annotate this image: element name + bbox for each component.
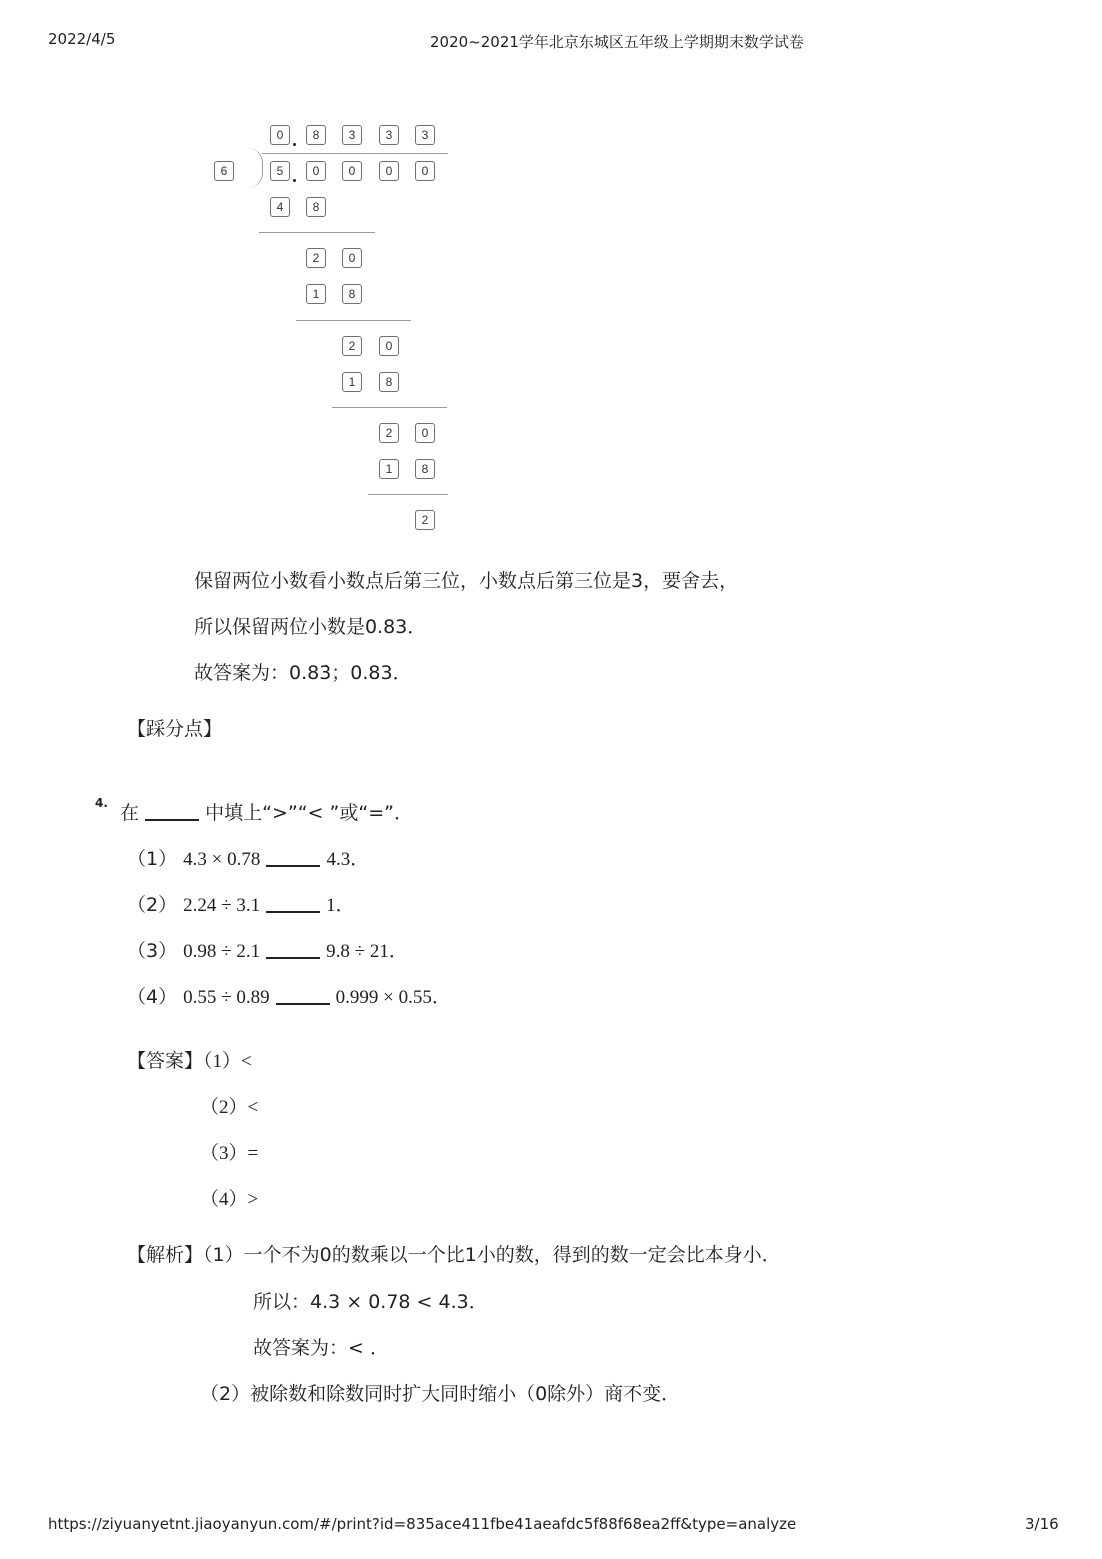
step-digit: 8 [379,372,399,392]
step-digit: 8 [342,284,362,304]
prompt-text: 中填上“>”“< ”或“=”． [205,802,413,824]
expression-left: 0.55 ÷ 0.89 [183,987,270,1008]
analysis-text: 一个不为0的数乘以一个比1小的数，得到的数一定会比本身小． [243,1244,781,1266]
dividend-digit: 0 [415,161,435,181]
step-digit: 8 [415,459,435,479]
expression-left: 2.24 ÷ 3.1 [183,895,261,916]
analysis-label: （2） [200,1383,251,1405]
step-digit: 0 [415,423,435,443]
sub-question [127,844,369,871]
quotient-digit: 0 [270,125,290,145]
step-line [332,407,447,408]
decimal-point [293,143,296,146]
analysis-label: （1） [203,1244,244,1266]
expression-right: 0.999 × 0.55． [335,987,451,1008]
quotient-digit: 3 [379,125,399,145]
sub-question-label: （4） [127,986,178,1008]
step-digit: 0 [379,336,399,356]
prompt-text: 在 [120,802,140,824]
answer-item: （2）< [200,1097,259,1118]
expression-left: 4.3 × 0.78 [183,849,261,870]
print-date: 2022/4/5 [48,30,116,48]
answer-blank[interactable] [266,847,320,867]
analysis-text: 故答案为：< ． [253,1337,389,1359]
analysis-text: 所以：4.3 × 0.78 < 4.3． [253,1291,488,1313]
decimal-point [293,179,296,182]
expression-right: 4.3． [326,849,370,870]
sub-question-label: （2） [127,894,178,916]
step-digit: 2 [306,248,326,268]
question-prompt [120,798,413,825]
step-digit: 2 [379,423,399,443]
sub-question-label: （3） [127,940,178,962]
step-digit: 8 [306,197,326,217]
step-digit: 1 [306,284,326,304]
question-number: 4. [95,796,108,810]
step-digit: 1 [379,459,399,479]
answer-item: （3）= [200,1143,259,1164]
quotient-digit: 3 [415,125,435,145]
dividend-digit: 0 [379,161,399,181]
page-url: https://ziyuanyetnt.jiaoyanyun.com/#/print?id=835ace411fbe41aeafdc5f88f68ea2ff&type=analyze [48,1515,797,1533]
answer-blank[interactable] [145,801,199,821]
explanation-line: 保留两位小数看小数点后第三位，小数点后第三位是3，要舍去， [194,570,739,592]
explanation-line: 所以保留两位小数是0.83． [194,616,427,638]
explanation-line: 故答案为：0.83̇；0.83． [194,662,412,684]
analysis-row [127,1240,781,1267]
step-line [368,494,448,495]
answer-blank[interactable] [276,985,330,1005]
division-bracket [248,148,263,188]
document-title: 2020~2021学年北京东城区五年级上学期期末数学试卷 [430,33,804,51]
analysis-row [200,1379,680,1406]
expression-left: 0.98 ÷ 2.1 [183,941,261,962]
answer-row [127,1046,252,1073]
analysis-tag: 【解析】 [127,1244,204,1266]
answer-item: （1）< [203,1051,252,1072]
dividend-digit: 0 [306,161,326,181]
analysis-text: 被除数和除数同时扩大同时缩小（0除外）商不变． [250,1383,681,1405]
step-line [296,320,411,321]
page-number: 3/16 [1025,1515,1059,1533]
answer-tag: 【答案】 [127,1050,204,1072]
dividend-digit: 5 [270,161,290,181]
sub-question-label: （1） [127,848,178,870]
section-heading: 【踩分点】 [127,718,223,740]
answer-blank[interactable] [266,939,320,959]
step-digit: 1 [342,372,362,392]
step-line [259,232,375,233]
step-digit: 0 [342,248,362,268]
divisor-digit: 6 [214,161,234,181]
division-bar [262,153,448,154]
sub-question [127,936,408,963]
quotient-digit: 8 [306,125,326,145]
sub-question [127,982,451,1009]
expression-right: 9.8 ÷ 21． [326,941,408,962]
sub-question [127,890,355,917]
dividend-digit: 0 [342,161,362,181]
answer-blank[interactable] [266,893,320,913]
step-digit: 4 [270,197,290,217]
step-digit: 2 [342,336,362,356]
answer-item: （4）> [200,1189,259,1210]
quotient-digit: 3 [342,125,362,145]
expression-right: 1． [326,895,355,916]
remainder-digit: 2 [415,510,435,530]
